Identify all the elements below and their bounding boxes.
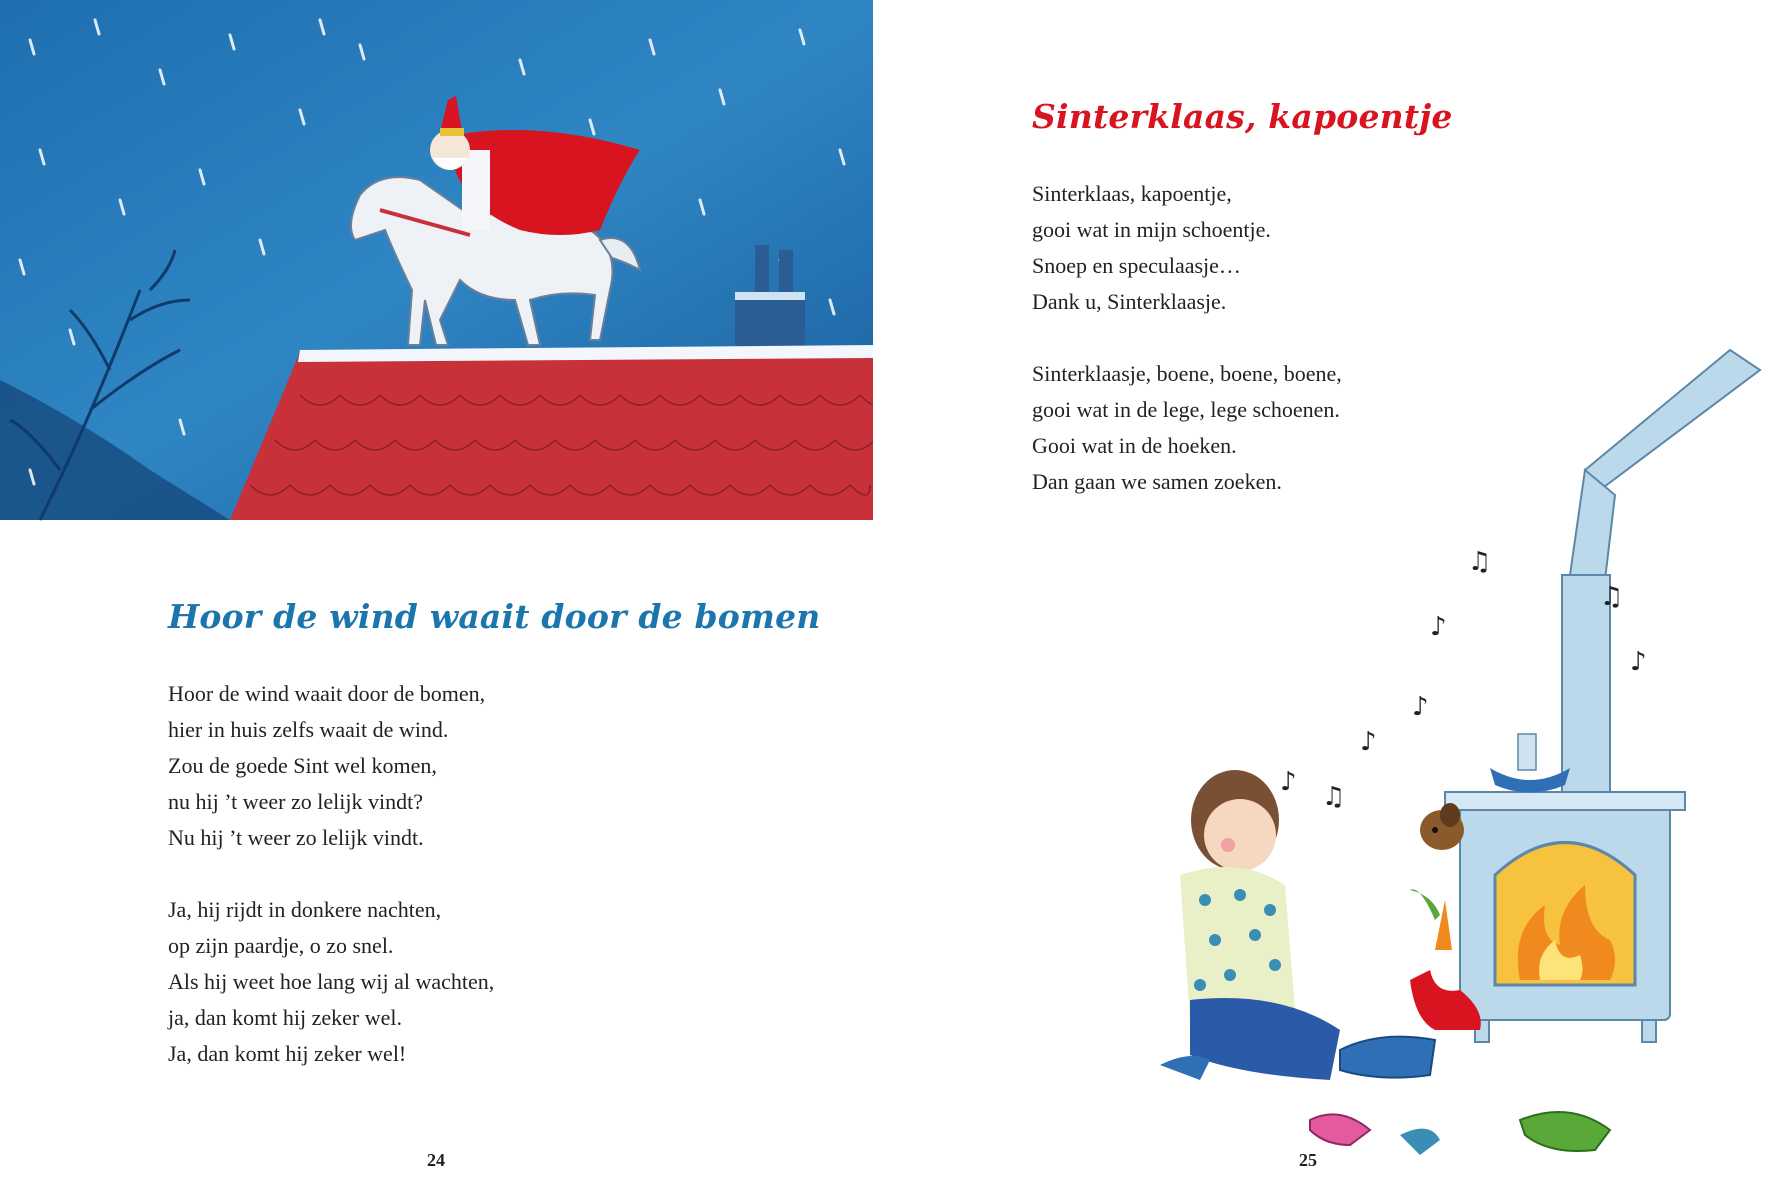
stanza-1 (1032, 176, 1342, 320)
stanza-1 (168, 676, 494, 856)
svg-text:♪: ♪ (1630, 647, 1647, 677)
poem-hoor-de-wind (168, 676, 494, 1108)
poem-line: Sinterklaasje, boene, boene, boene, (1032, 361, 1342, 386)
svg-text:♫: ♫ (1468, 547, 1492, 577)
child-kneeling (1160, 770, 1340, 1080)
rooftop-illustration (0, 0, 873, 578)
stove-illustration (1040, 330, 1762, 1180)
poem-line: Zou de goede Sint wel komen, (168, 753, 437, 778)
poem-line: Ja, dan komt hij zeker wel! (168, 1041, 407, 1066)
dog-peeking (1420, 803, 1464, 850)
poem-line: hier in huis zelfs waait de wind. (168, 717, 449, 742)
svg-text:♪: ♪ (1412, 692, 1429, 722)
svg-text:♪: ♪ (1360, 727, 1377, 757)
poem-line: Nu hij ’t weer zo lelijk vindt. (168, 825, 424, 850)
svg-text:♪: ♪ (1280, 767, 1297, 797)
svg-text:♪: ♪ (1430, 612, 1447, 642)
poem-line: Als hij weet hoe lang wij al wachten, (168, 969, 495, 994)
poem-title-sinterklaas-kapoentje: Sinterklaas, kapoentje (1032, 97, 1453, 136)
stove (1445, 734, 1685, 1042)
red-tiled-roof (230, 345, 873, 520)
poem-line: Hoor de wind waait door de bomen, (168, 681, 486, 706)
poem-line: op zijn paardje, o zo snel. (168, 933, 394, 958)
stanza-2 (168, 892, 494, 1072)
poem-line: nu hij ’t weer zo lelijk vindt? (168, 789, 423, 814)
poem-line: gooi wat in mijn schoentje. (1032, 217, 1271, 242)
poem-line: Dank u, Sinterklaasje. (1032, 289, 1227, 314)
poem-line: ja, dan komt hij zeker wel. (168, 1005, 402, 1030)
stove-pipe (1562, 350, 1760, 800)
poem-line: Sinterklaas, kapoentje, (1032, 181, 1232, 206)
poem-line: gooi wat in de lege, lege schoenen. (1032, 397, 1340, 422)
page-number-left: 24 (427, 1150, 445, 1170)
poem-line: Gooi wat in de hoeken. (1032, 433, 1237, 458)
poem-line: Snoep en speculaasje… (1032, 253, 1241, 278)
poem-line: Ja, hij rijdt in donkere nachten, (168, 897, 442, 922)
poem-line: Dan gaan we samen zoeken. (1032, 469, 1282, 494)
svg-text:♫: ♫ (1600, 582, 1624, 612)
poem-title-hoor-de-wind: Hoor de wind waait door de bomen (168, 597, 821, 636)
svg-text:♫: ♫ (1322, 782, 1346, 812)
page-number-right: 25 (1299, 1150, 1317, 1170)
